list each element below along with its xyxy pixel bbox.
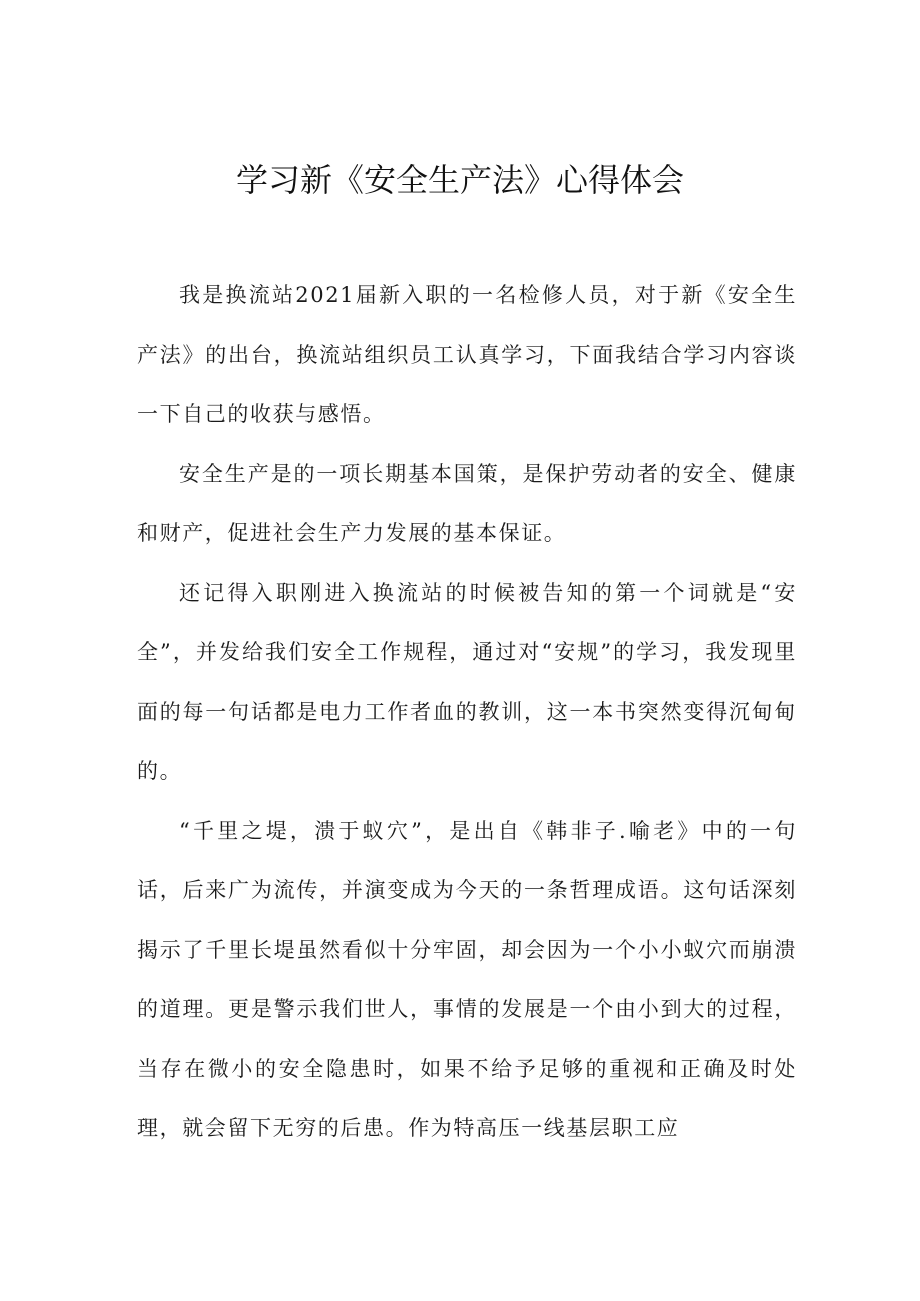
- document-body: [137, 266, 797, 1159]
- paragraph-3: 还记得入职刚进入换流站的时候被告知的第一个词就是“安全”，并发给我们安全工作规程，通过对“安规”的学习，我发现里面的每一句话都是电力工作者血的教训，这一本书突然变得沉甸甸的。: [137, 580, 797, 783]
- paragraph-4: “千里之堤，溃于蚁穴”，是出自《韩非子.喻老》中的一句话，后来广为流传，并演变成为今天的一条哲理成语。这句话深刻揭示了千里长堤虽然看似十分牢固，却会因为一个小小蚁穴而崩溃的道理。更是警示我们世人，事情的发展是一个由小到大的过程，当存在微小的安全隐患时，如果不给予足够的重视和正确及时处理，就会留下无穷的后患。作为特高压一线基层职工应: [137, 818, 797, 1140]
- paragraph-2: 安全生产是的一项长期基本国策，是保护劳动者的安全、健康和财产，促进社会生产力发展的基本保证。: [137, 461, 797, 545]
- document-title: 学习新《安全生产法》心得体会: [235, 161, 684, 199]
- paragraph-1: 我是换流站2021届新入职的一名检修人员，对于新《安全生产法》的出台，换流站组织员工认真学习，下面我结合学习内容谈一下自己的收获与感悟。: [137, 283, 797, 426]
